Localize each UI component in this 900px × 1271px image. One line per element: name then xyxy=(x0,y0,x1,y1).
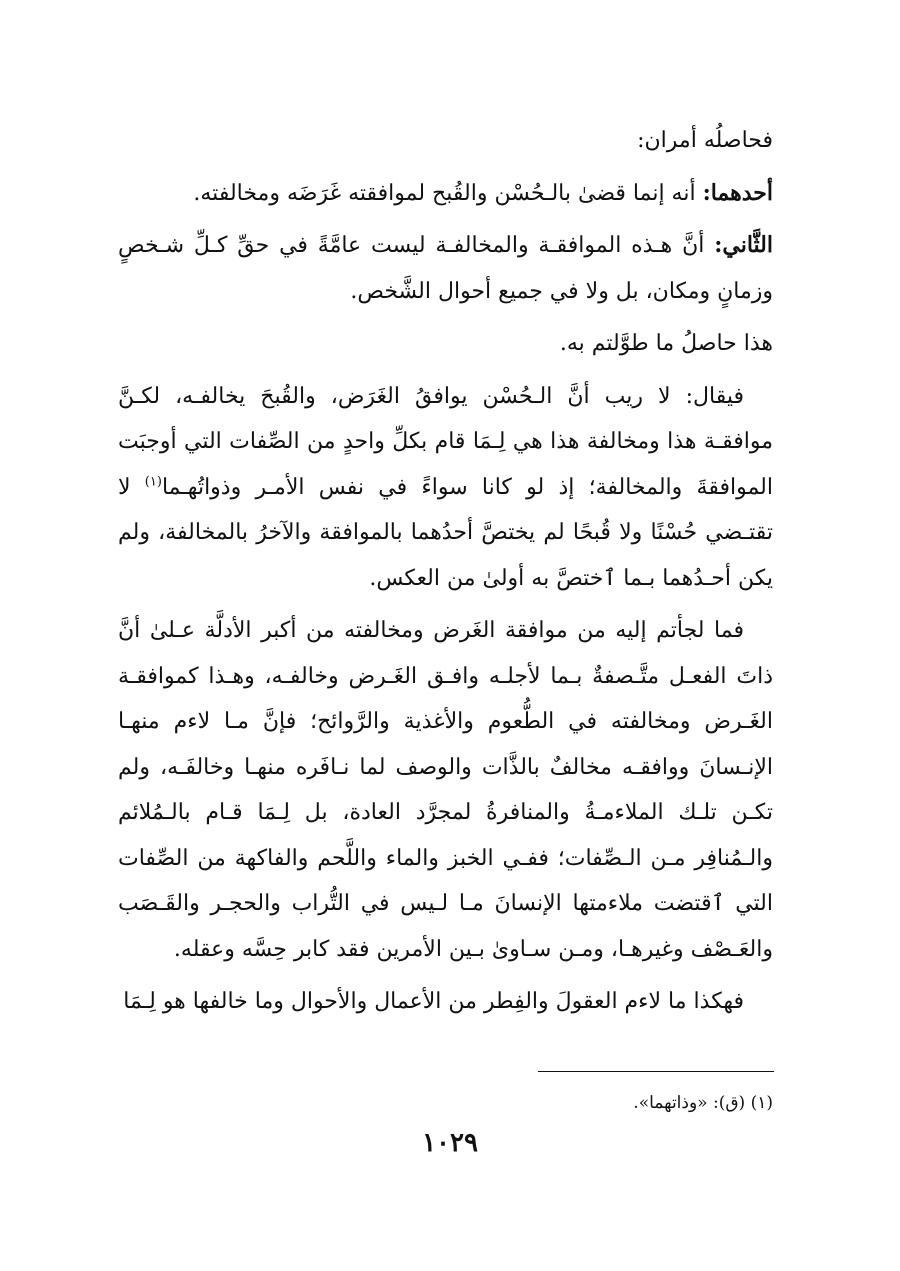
page-number: ١٠٢٩ xyxy=(422,1128,478,1158)
paragraph-5 xyxy=(118,374,773,602)
paragraph-4: هذا حاصلُ ما طوَّلتم به. xyxy=(559,331,773,356)
paragraph-2 xyxy=(118,171,773,217)
paragraph-7: فهكذا ما لاءم العقولَ والفِطر من الأعمال والأحوال وما خالفها هو لِـمَا xyxy=(123,989,744,1014)
second-point-lead: الثَّاني: xyxy=(714,232,773,258)
paragraph-5-part-1: فيقال: لا ريب أنَّ الـحُسْن يوافقُ الغَرَض، والقُبحَ يخالفـه، لكـنَّ موافقـة هذا ومخالفة هذا هي لِـمَا قام بكلِّ واحدٍ من الصِّفات التي أوجبَت الموافقةَ والمخالفة؛ إذ لو كانا سواءً في نفس الأمـر وذواتُهـما xyxy=(118,383,773,500)
paragraph-6: فما لجأتم إليه من موافقة الغَرض ومخالفته من أكبر الأدلَّة عـلىٰ أنَّ ذاتَ الفعـل متَّـصفةٌ بـما لأجلـه وافـق الغَـرض وخالفـه، وهـذا كموافقـة الغَـرض ومخالفته في الطُّعوم والأغذية والرَّوائح؛ فإنَّ مـا لاءم منهـا الإنـسانَ ووافقـه مخالفٌ بالذَّات والوصف لما نـافَره منهـا وخالفَـه، ولم تكـن تلـك الملاءمـةُ والمنافرةُ لمجرَّد العادة، بل لِـمَا قـام بالـمُلائم والـمُنافِر مـن الـصِّفات؛ ففـي الخبز والماء واللَّحم والفاكهة من الصِّفات التي ٱقتضت ملاءمتها الإنسانَ مـا لـيس في التُّراب والحجـر والقَـصَب والعَـصْف وغيرهـا، ومـن سـاوىٰ بـين الأمرين فقد كابر حِسَّه وعقله. xyxy=(118,618,773,962)
footnote-number: (١) xyxy=(750,1093,773,1113)
page-body xyxy=(118,118,773,1032)
footnote xyxy=(118,1090,773,1116)
second-point-text: أنَّ هـذه الموافقـة والمخالفـة ليست عامَّةً في حقِّ كـلِّ شـخصٍ وزمانٍ ومكان، بل ولا في جميع أحوال الشَّخص. xyxy=(118,233,773,304)
first-point-text: أنه إنما قضىٰ بالـحُسْن والقُبح لموافقته غَرَضَه ومخالفته. xyxy=(193,180,696,206)
paragraph-3 xyxy=(118,223,773,314)
footnote-text: (ق): «وذاتهما». xyxy=(633,1093,746,1113)
paragraph-1: فحاصلُه أمران: xyxy=(637,128,773,153)
first-point-lead: أحدهما: xyxy=(702,179,773,206)
footnote-separator xyxy=(538,1071,774,1072)
paragraph-5-part-2: لا تقتـضي حُسْنًا ولا قُبحًا لم يختصَّ أحدُهما بالموافقة والآخرُ بالمخالفة، ولم يكن أحـدُهما بـما ٱختصَّ به أولىٰ من العكس. xyxy=(118,474,773,591)
footnote-reference-mark[interactable]: (١) xyxy=(144,474,162,490)
